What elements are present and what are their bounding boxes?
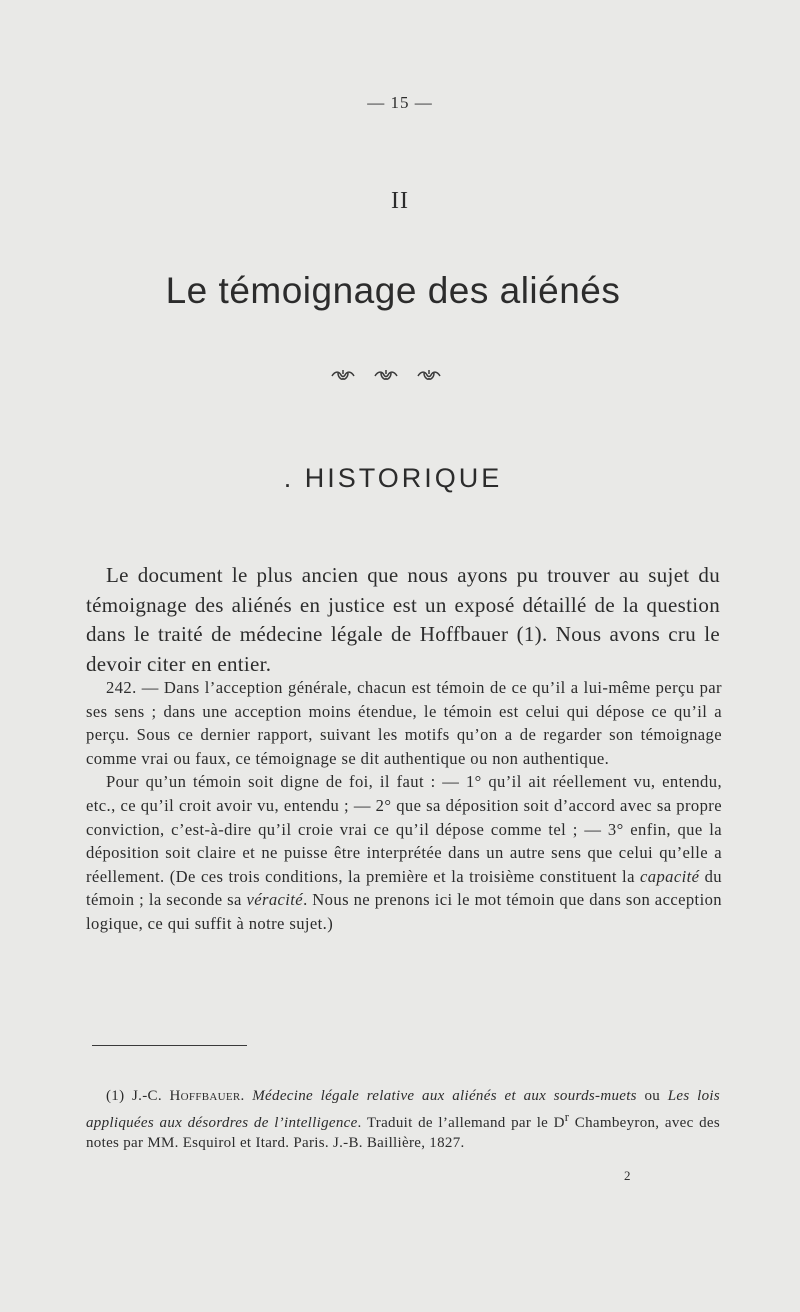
footnote-text: . [240, 1088, 253, 1104]
quote-paragraph-1: 242. — Dans l’acception générale, chacun est témoin de ce qu’il a lui-même perçu par ses sens ; dans une acception moins étendue, le témoin est celui qui dépose ce qu’il a perçu. Sous ce dernier rapport, suivant les motifs qu’on a de regarder son témoignage comme vrai ou faux, ce témoignage se dit authentique ou non authentique. [86, 678, 722, 768]
footnote-text: Chambeyron, avec des notes par MM. Esquirol et Itard. Paris. J.-B. Baillière, 1827. [86, 1114, 720, 1151]
footnote-title-2: Les lois appliquées aux désordres de l’intelligence [86, 1088, 721, 1131]
fleuron-icon [373, 369, 399, 383]
footnote-marker: (1) J.-C. [106, 1088, 170, 1104]
section-numeral: II [391, 188, 409, 214]
ornament-row [330, 364, 442, 388]
quote-text: du témoin ; la seconde sa [86, 866, 722, 910]
intro-paragraph: Le document le plus ancien que nous ayons pu trouver au sujet du témoignage des aliénés en justice est un exposé détaillé de la question dans le traité de médecine légale de Hoffbauer (1). Nous avons cru le devoir citer en entier. [86, 563, 720, 676]
quote-paragraph-2 [86, 770, 722, 935]
footnote-author: Hoffbauer [169, 1088, 241, 1104]
footnote-text: . Traduit de l’allemand par le D [357, 1114, 565, 1131]
page-number: — 15 — [367, 93, 433, 112]
section-heading: . HISTORIQUE [283, 463, 503, 493]
emphasis-capacite: capacité [640, 866, 700, 886]
footnote-superscript: r [564, 1109, 570, 1124]
emphasis-veracite: véracité [246, 890, 304, 910]
footnote [86, 1086, 720, 1154]
footnote-text: ou [636, 1088, 668, 1104]
footnote-title-1: Médecine légale relative aux aliénés et aux sourds-muets [252, 1088, 637, 1104]
quote-text: . Nous ne prenons ici le mot témoin que dans son acception logique, ce qui suffit à notre sujet.) [86, 890, 722, 933]
fleuron-icon [330, 369, 356, 383]
chapter-title: Le témoignage des aliénés [165, 270, 621, 311]
fleuron-icon [416, 369, 442, 383]
footnote-divider [92, 1045, 247, 1046]
quote-text: Pour qu’un témoin soit digne de foi, il faut : — 1° qu’il ait réellement vu, entendu, etc., ce qu’il croit avoir vu, entendu ; — 2° que sa déposition soit d’accord avec sa propre conviction, c’est-à-dire qu’il croie vrai ce qu’il dépose comme tel ; — 3° enfin, que la déposition soit claire et ne puisse être interprétée dans un autre sens que celui qu’elle a réellement. (De ces trois conditions, la première et la troisième constituent la [86, 772, 722, 886]
signature-mark: 2 [624, 1168, 631, 1183]
quoted-passage [86, 676, 722, 936]
